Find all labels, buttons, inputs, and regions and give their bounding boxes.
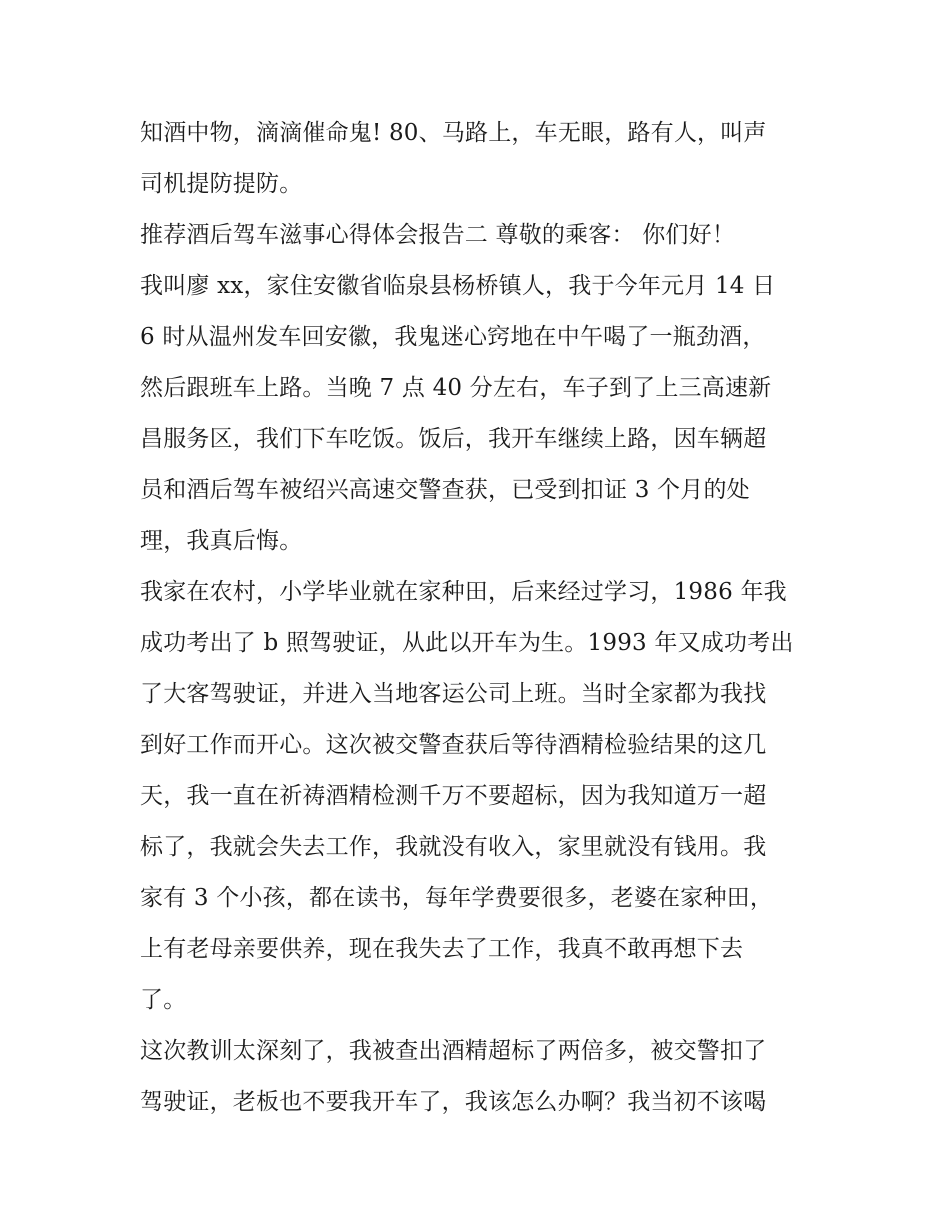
document-body [140, 108, 820, 1128]
text-line: 上有老母亲要供养，现在我失去了工作，我真不敢再想下去 [140, 936, 744, 962]
text-line: 标了，我就会失去工作，我就没有收入，家里就没有钱用。我 [140, 834, 767, 860]
text-line: 昌服务区，我们下车吃饭。饭后，我开车继续上路，因车辆超 [140, 426, 767, 452]
text-line: 了。 [140, 987, 187, 1013]
text-line: 了大客驾驶证，并进入当地客运公司上班。当时全家都为我找 [140, 681, 767, 707]
text-line: 6 时从温州发车回安徽，我鬼迷心窍地在中午喝了一瓶劲酒， [140, 324, 766, 350]
text-line: 然后跟班车上路。当晚 7 点 40 分左右，车子到了上三高速新 [140, 375, 772, 401]
text-line: 成功考出了 b 照驾驶证，从此以开车为生。1993 年又成功考出 [140, 630, 794, 656]
text-line: 这次教训太深刻了，我被查出酒精超标了两倍多，被交警扣了 [140, 1038, 767, 1064]
text-line: 理，我真后悔。 [140, 528, 303, 554]
text-line: 驾驶证，老板也不要我开车了，我该怎么办啊？我当初不该喝 [140, 1089, 767, 1115]
text-line: 司机提防提防。 [140, 171, 303, 197]
section-heading-line: 推荐酒后驾车滋事心得体会报告二 尊敬的乘客： 你们好！ [140, 222, 736, 248]
text-line: 家有 3 个小孩，都在读书，每年学费要很多，老婆在家种田， [140, 885, 774, 911]
text-line: 知酒中物，滴滴催命鬼! 80、马路上，车无眼，路有人，叫声 [140, 120, 767, 146]
text-line: 员和酒后驾车被绍兴高速交警查获，已受到扣证 3 个月的处 [140, 477, 750, 503]
text-line: 天，我一直在祈祷酒精检测千万不要超标，因为我知道万一超 [140, 783, 767, 809]
text-line: 到好工作而开心。这次被交警查获后等待酒精检验结果的这几 [140, 732, 767, 758]
text-line: 我家在农村，小学毕业就在家种田，后来经过学习，1986 年我 [140, 579, 787, 605]
text-line: 我叫廖 xx，家住安徽省临泉县杨桥镇人，我于今年元月 14 日 [140, 273, 776, 299]
